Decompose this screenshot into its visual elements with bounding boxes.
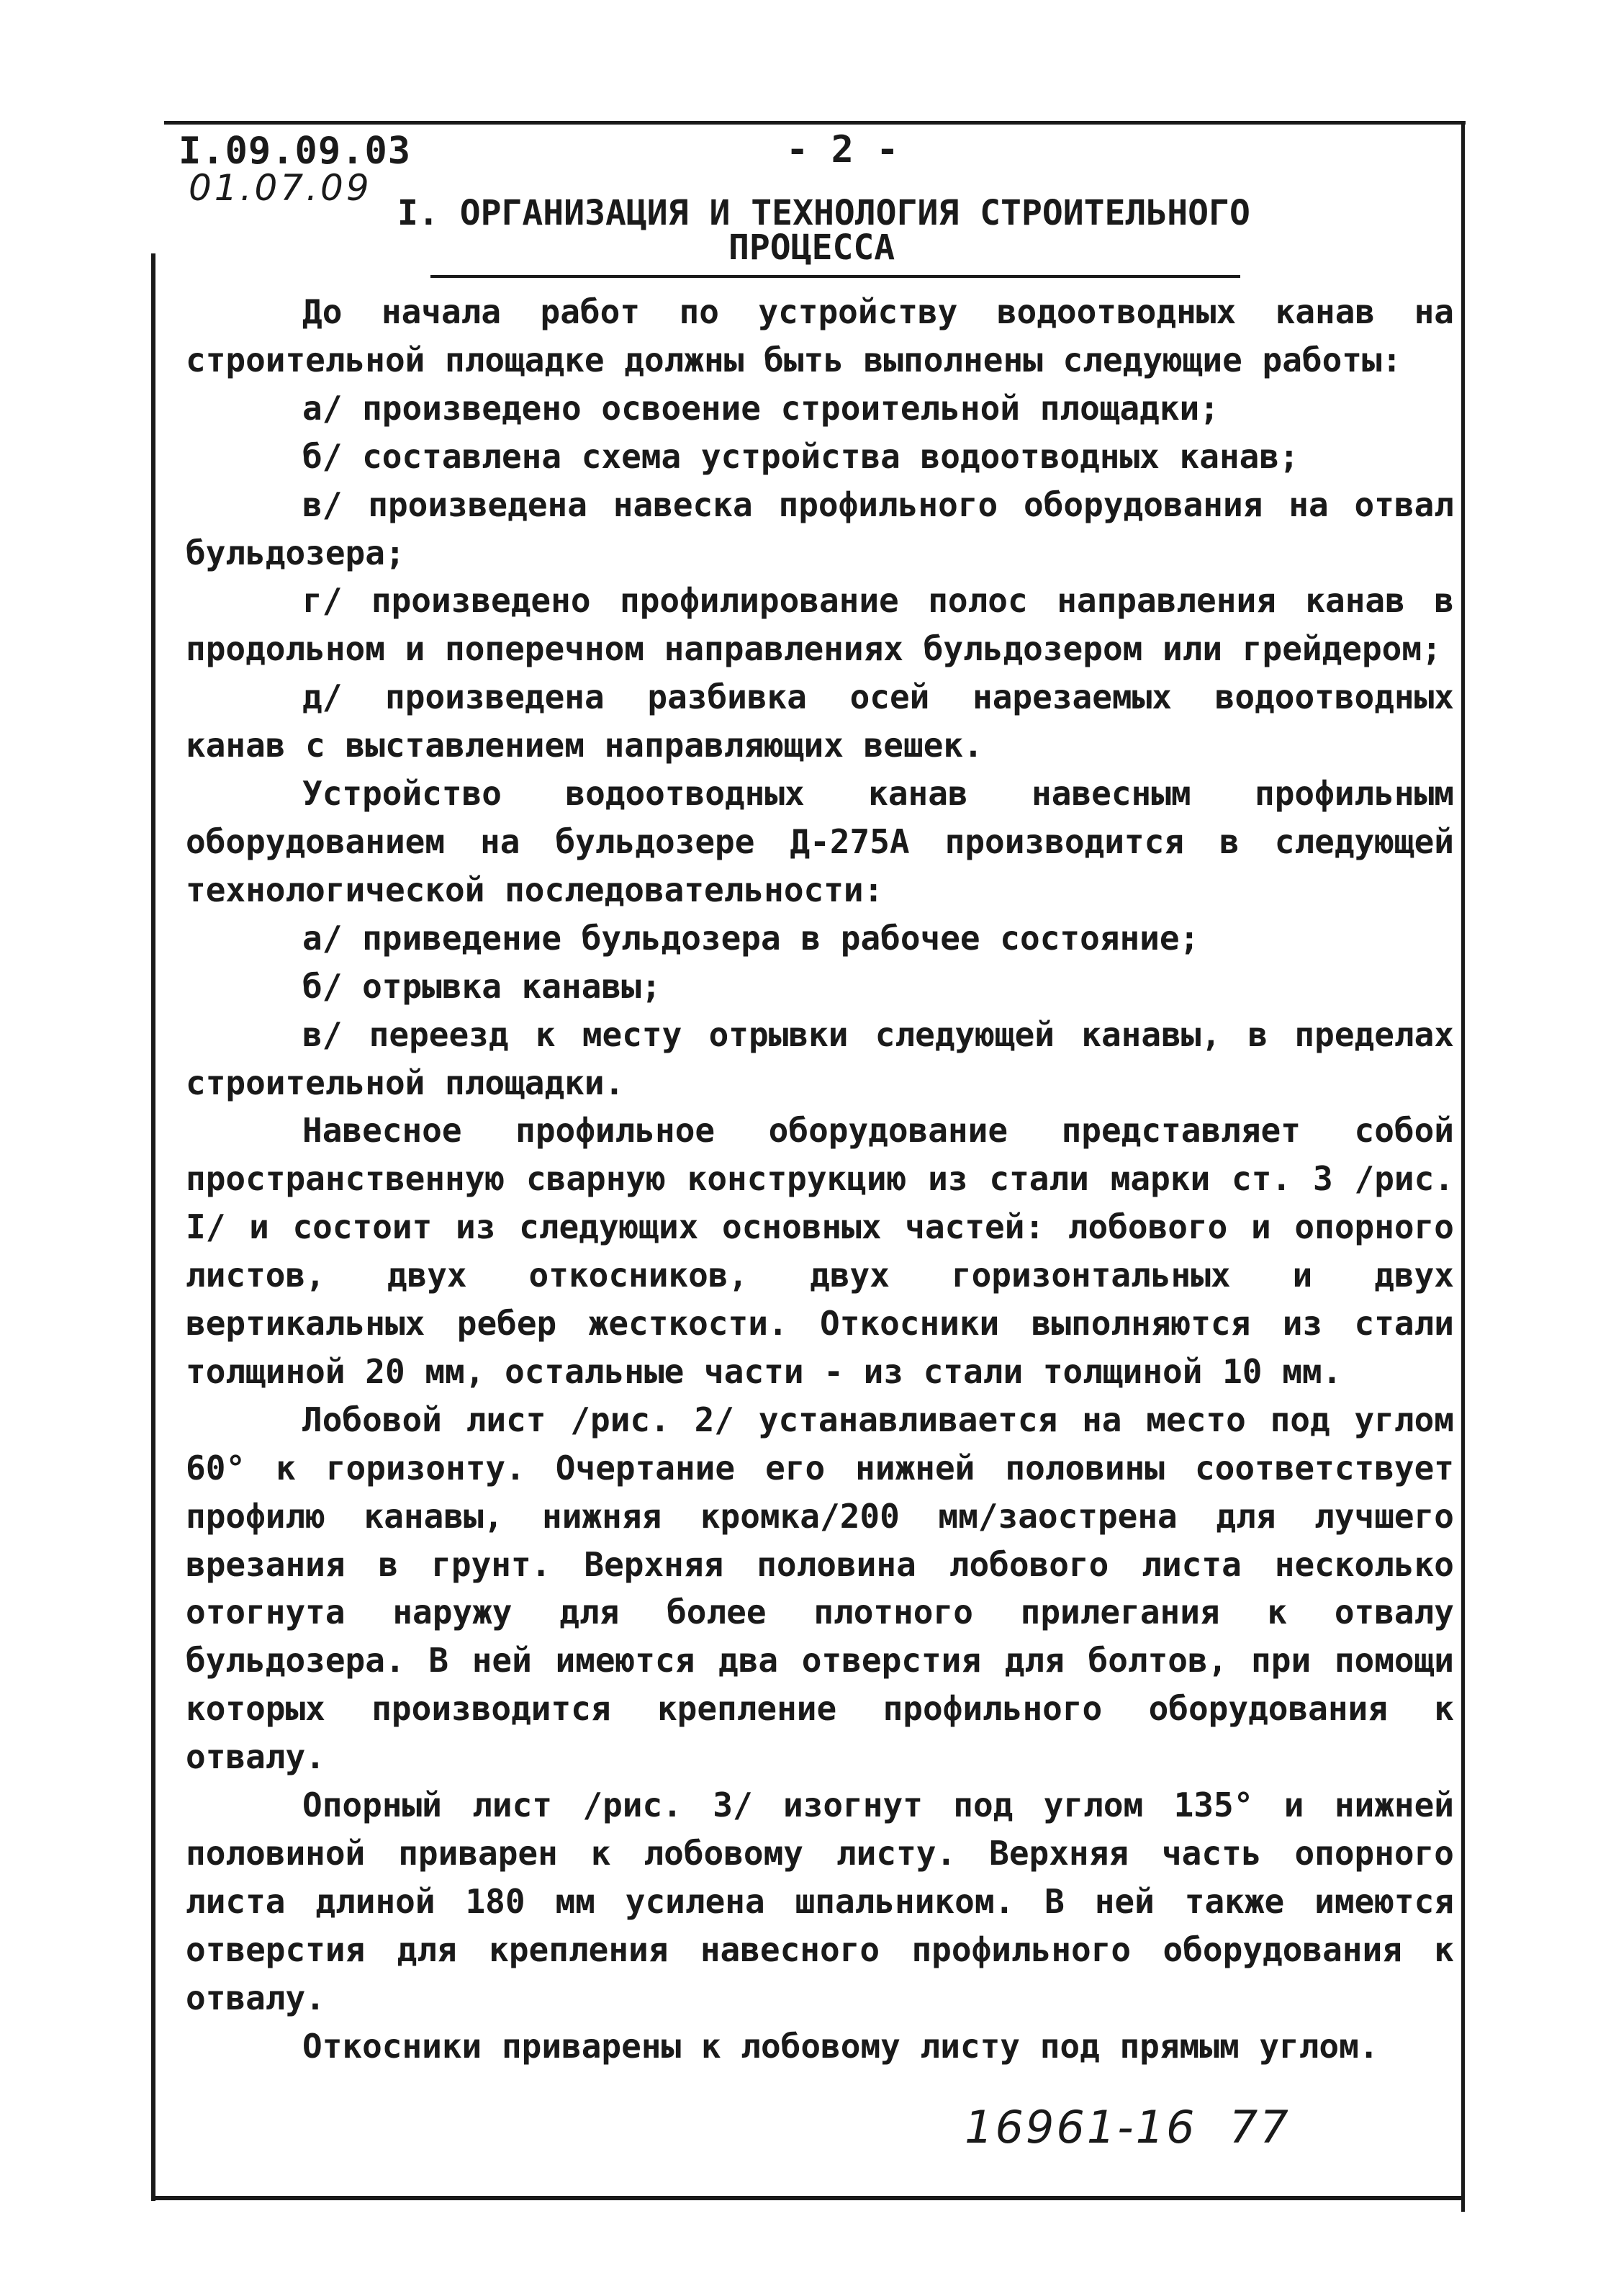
section-title-line-1: I. ОРГАНИЗАЦИЯ И ТЕХНОЛОГИЯ СТРОИТЕЛЬНОГО [397, 193, 1250, 233]
paragraph-slope-pieces: Откосники приварены к лобовому листу под прямым углом. [302, 2026, 1379, 2066]
frame-right-border [1461, 124, 1465, 2212]
sequence-item-v: в/ переезд к месту отрывки следующей канавы, в пределах строительной площадки. [186, 1014, 1454, 1102]
list-item-v: в/ произведена навеска профильного оборудования на отвал бульдозера; [186, 485, 1454, 572]
frame-top-border [164, 121, 1372, 125]
paragraph-equipment: Навесное профильное оборудование представляет собой пространственную сварную конструкцию из стали марки ст. 3 /рис. I/ и состоит из следующих основных частей: лобового и опорного листов, двух откосников, двух горизонтальных и двух вертикальных ребер жесткости. Откосники выполняются из стали толщиной 20 мм, остальные части - из стали толщиной 10 мм. [186, 1111, 1454, 1391]
document-body [186, 288, 1454, 2071]
section-title-line-2: ПРОЦЕССА [728, 228, 895, 268]
list-item-a: а/ произведено освоение строительной площадки; [302, 388, 1219, 428]
handwritten-date: 01.07.09 [189, 167, 372, 209]
list-item-g: г/ произведено профилирование полос направления канав в продольном и поперечном направлениях бульдозером или грейдером; [186, 581, 1454, 669]
list-item-d: д/ произведена разбивка осей нарезаемых водоотводных канав с выставлением направляющих вешек. [186, 677, 1454, 765]
paragraph-sequence: Устройство водоотводных канав навесным профильным оборудованием на бульдозере Д-275А производится в следующей технологической последовательности: [186, 774, 1454, 909]
paragraph-intro: До начала работ по устройству водоотводных канав на строительной площадке должны быть выполнены следующие работы: [186, 292, 1454, 379]
sequence-item-a: а/ приведение бульдозера в рабочее состояние; [302, 918, 1200, 958]
frame-corner-hook [1372, 121, 1466, 125]
document-code: I.09.09.03 [179, 130, 412, 173]
sequence-item-b: б/ отрывка канавы; [302, 966, 662, 1006]
paragraph-front-sheet: Лобовой лист /рис. 2/ устанавливается на место под углом 60° к горизонту. Очертание его нижней половины соответствует профилю канавы, нижняя кромка/200 мм/заострена для лучшего врезания в грунт. Верхняя половина лобового листа несколько отогнута наружу для более плотного прилегания к отвалу бульдозера. В ней имеются два отверстия для болтов, при помощи которых производится крепление профильного оборудования к отвалу. [186, 1400, 1454, 1777]
frame-left-border [151, 253, 155, 2201]
list-item-b: б/ составлена схема устройства водоотводных канав; [302, 436, 1299, 476]
paragraph-support-sheet: Опорный лист /рис. 3/ изогнут под углом 135° и нижней половиной приварен к лобовому листу. Верхняя часть опорного листа длиной 180 мм усилена шпальником. В ней также имеются отверстия для крепления навесного профильного оборудования к отвалу. [186, 1786, 1454, 2017]
frame-bottom-border [151, 2196, 1465, 2200]
page-number: - 2 - [786, 128, 899, 171]
handwritten-archive-number: 16961-16 77 [965, 2101, 1291, 2153]
title-underline [430, 275, 1240, 278]
